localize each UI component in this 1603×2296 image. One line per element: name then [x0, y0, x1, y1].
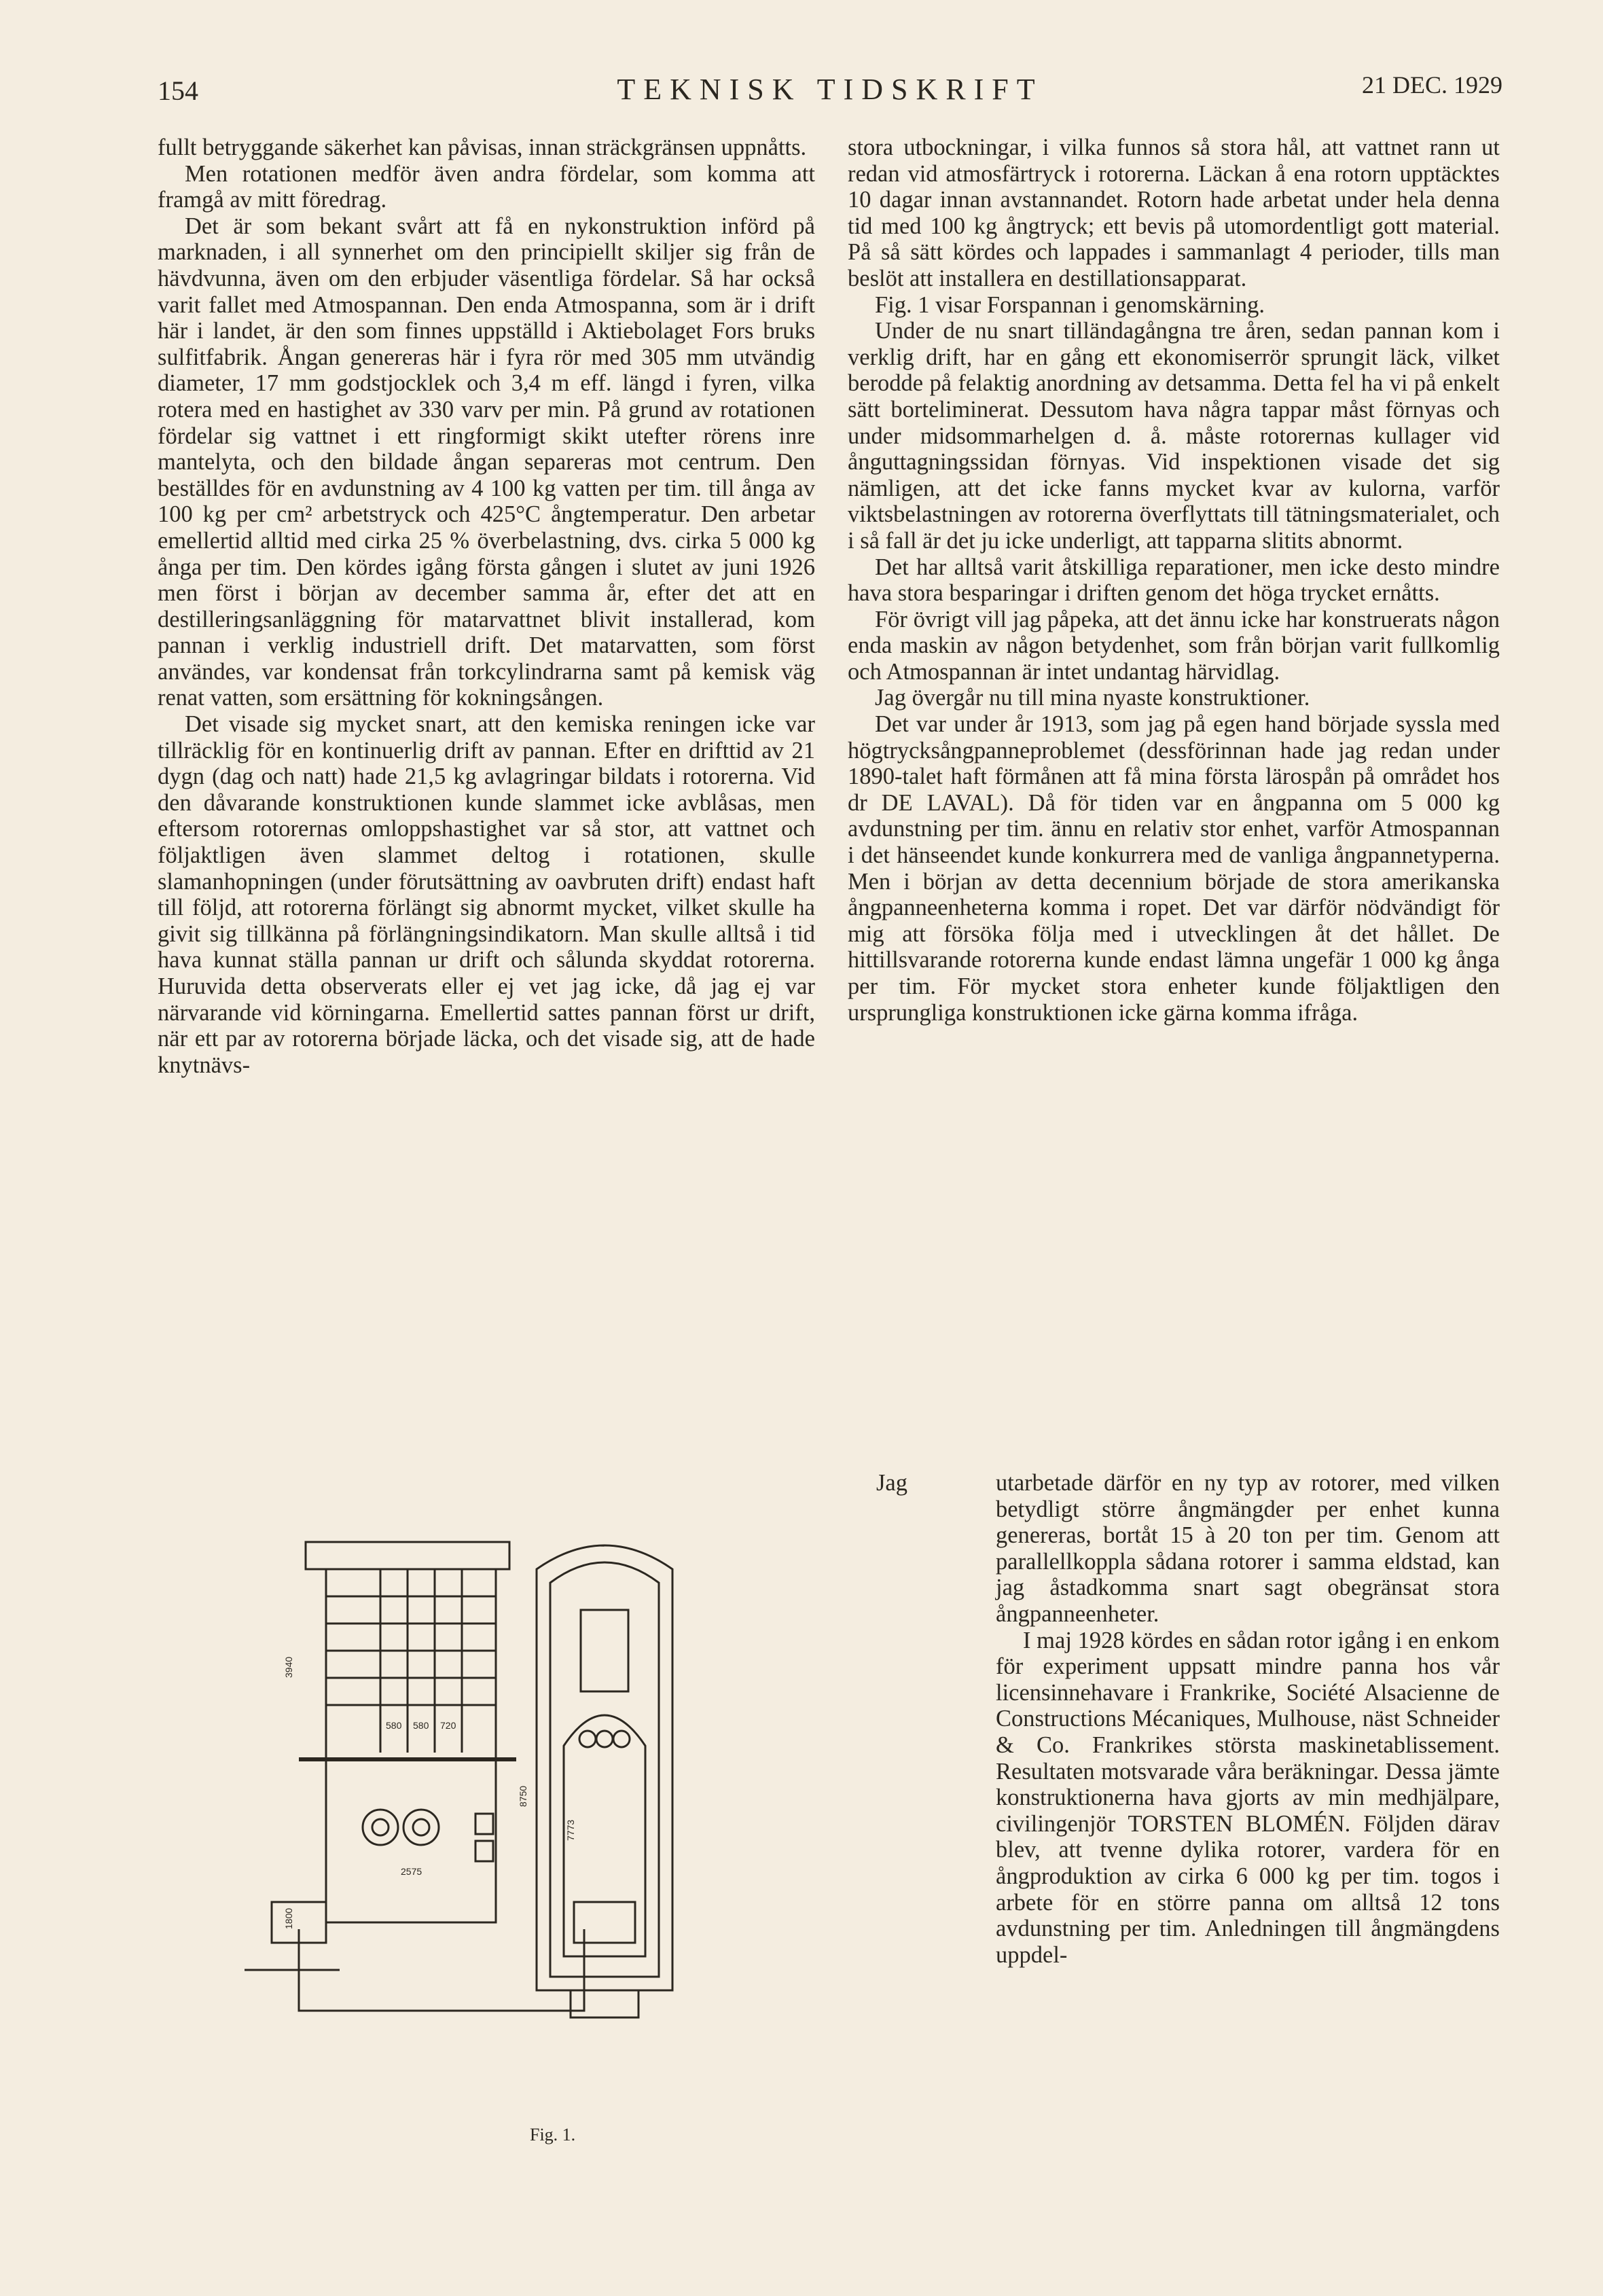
paragraph: Det visade sig mycket snart, att den kemiska reningen icke var tillräcklig för en kontinuerlig drift av pannan. Efter en drifttid av 21 dygn (dag och natt) hade 21,5 kg avlagringar bildats i rotorerna. Vid den dåvarande konstruktionen kunde slammet icke avblåsas, men eftersom rotorernas omloppshastighet var så stor, att vattnet och följaktligen även slammet deltog i rotationen, skulle slamanhopningen (under förutsättning av oavbruten drift) endast haft till följd, att rotorerna förlängt sig abnormt mycket, vilket skulle ha givit sig tillkänna på förlängningsindikatorn. Man skulle alltså i tid hava kunnat ställa pannan ur drift och sålunda skyddat rotorerna. Huruvida detta observerats eller ej vet jag icke, då jag ej var närvarande vid körningarna. Emellertid sattes pannan först ur drift, när ett par av rotorerna började läcka, och det visade sig, att de hade knytnävs- [158, 711, 815, 1078]
right-column [848, 134, 1500, 1026]
paragraph: stora utbockningar, i vilka funnos så stora hål, att vattnet rann ut redan vid atmosfärtryck i rotorerna. Läckan å ena rotorn upptäcktes 10 dagar innan avstannandet. Rotorn hade arbetat under hela denna tid med 100 kg ångtryck; ett bevis på utomordentligt gott material. På så sätt kördes och lappades i sammanlagt 4 perioder, tills man beslöt att installera en destillationsapparat. [848, 134, 1500, 291]
paragraph: utarbetade därför en ny typ av rotorer, med vilken betydligt större ångmängder per enhet kunna genereras, bortåt 15 à 20 ton per tim. Genom att parallellkoppla sådana rotorer i samma eldstad, kan jag åstadkomma snart sagt obegränsat stora ångpanneenheter. [996, 1470, 1500, 1627]
paragraph: Under de nu snart tilländagångna tre åren, sedan pannan kom i verklig drift, har en gång ett ekonomiserrör sprungit läck, vilket berodde på felaktig anordning av detsamma. Detta fel ha vi på enkelt sätt borteliminerat. Dessutom hava några tappar måst förnyas och under midsommarhelgen d. å. måste rotorernas kullager vid ånguttagningssidan förnyas. Vid inspektionen visade det sig nämligen, att det icke fanns mycket kvar av kulorna, varför viktsbelastningen av rotorerna överflyttats till tätningsmaterialet, och i så fall är det ju icke underligt, att tapparna slitits abnormt. [848, 318, 1500, 554]
dimension-label: 3940 [283, 1656, 294, 1678]
figure-boiler-section [204, 1522, 720, 2046]
left-column [158, 134, 815, 1078]
paragraph: fullt betryggande säkerhet kan påvisas, innan sträckgränsen uppnåtts. [158, 134, 807, 160]
paragraph: Det är som bekant svårt att få en nykonstruktion införd på marknaden, i all synnerhet om den principiellt skiljer sig från de hävdvunna, även om den erbjuder väsentliga fördelar. Så har också varit fallet med Atmospannan. Den enda Atmospanna, som är i drift här i landet, är den som finnes uppställd i Aktiebolaget Fors bruks sulfitfabrik. Ångan genereras här i fyra rör med 305 mm utvändig diameter, 17 mm godstjocklek och 3,4 m eff. längd i fyren, vilka rotera med en hastighet av 330 varv per min. På grund av rotationen fördelar sig vattnet i ett ringformigt skikt utefter rörens inre mantelyta, och den bildade ångan separeras mot centrum. Den beställdes för en avdunstning av 4 100 kg vatten per tim. till ånga av 100 kg per cm² arbetstryck och 425°C ångtemperatur. Den arbetar emellertid alltid med cirka 25 % överbelastning, dvs. cirka 5 000 kg ånga per tim. Den kördes igång första gången i slutet av juni 1926 men först i början av december samma år, efter det att en destilleringsanläggning för matarvattnet blivit installerad, kom pannan i verklig industriell drift. Det matarvatten, som först användes, var kondensat från torkcylindrarna samt på kemisk väg renat vatten, som ersättning för kokningsången. [158, 213, 815, 711]
issue-date: 21 DEC. 1929 [1362, 71, 1502, 98]
right-column-lower [996, 1470, 1500, 1968]
running-header [158, 68, 1502, 115]
dimension-label: 1800 [283, 1907, 294, 1929]
paragraph: Det var under år 1913, som jag på egen hand började syssla med högtrycksångpanneproblemet (dessförinnan hade jag redan under 1890-talet haft förmånen att få mina första lärospån på området hos dr DE LAVAL). Då för tiden var en ångpanna om 5 000 kg avdunstning per tim. ännu en relativ stor enhet, varför Atmospannan i det hänseendet kunde konkurrera med de vanliga ångpannetyperna. Men i början av detta decennium började de stora amerikanska ångpanneenheterna komma i ropet. Det var därför nödvändigt för mig att försöka följa med i utvecklingen åt det hållet. De hittillsvarande rotorerna kunde endast lämna ungefär 1 000 kg ånga per tim. För mycket stora enheter kunde följaktligen den ursprungliga konstruktionen icke gärna komma ifråga. [848, 711, 1500, 1026]
dimension-label: 7773 [565, 1819, 576, 1841]
paragraph: Fig. 1 visar Forspannan i genomskärning. [875, 291, 1265, 318]
page-number: 154 [158, 75, 198, 106]
paragraph: Det har alltså varit åtskilliga reparationer, men icke desto mindre hava stora besparingar i driften genom det höga trycket ernåtts. [848, 554, 1500, 607]
dimension-label: 2575 [401, 1866, 422, 1877]
paragraph-start: Jag [876, 1470, 907, 1496]
dimension-label: 8750 [518, 1785, 528, 1807]
paragraph: Men rotationen medför även andra fördelar, som komma att framgå av mitt föredrag. [158, 160, 815, 213]
journal-title: TEKNISK TIDSKRIFT [617, 73, 1043, 106]
dimension-label: 580 [386, 1720, 402, 1731]
dimension-label: 580 [413, 1720, 429, 1731]
paragraph: I maj 1928 kördes en sådan rotor igång i en enkom för experiment uppsatt mindre panna hos vår licensinnehavare i Frankrike, Société Alsacienne de Constructions Mécaniques, Mulhouse, näst Schneider & Co. Frankrikes största maskinetablissement. Resultaten motsvarade våra beräkningar. Dessa jämte konstruktionerna hava gjorts av min medhjälpare, civilingenjör TORSTEN BLOMÉN. Följden därav blev, att tvenne dylika rotorer, vardera för en ångproduktion av cirka 6 000 kg per tim. togos i arbete för en större panna om alltså 12 tons avdunstning per tim. Anledningen till ångmängdens uppdel- [996, 1627, 1500, 1968]
paragraph: För övrigt vill jag påpeka, att det ännu icke har konstruerats någon enda maskin av någon betydenhet, som från början varit fullkomlig och Atmospannan är intet undantag härvidlag. [848, 606, 1500, 685]
figure-caption: Fig. 1. [530, 2125, 576, 2145]
dimension-label: 720 [440, 1720, 456, 1731]
boiler-drawing [204, 1522, 720, 2046]
paragraph: Jag övergår nu till mina nyaste konstruktioner. [875, 685, 1310, 711]
